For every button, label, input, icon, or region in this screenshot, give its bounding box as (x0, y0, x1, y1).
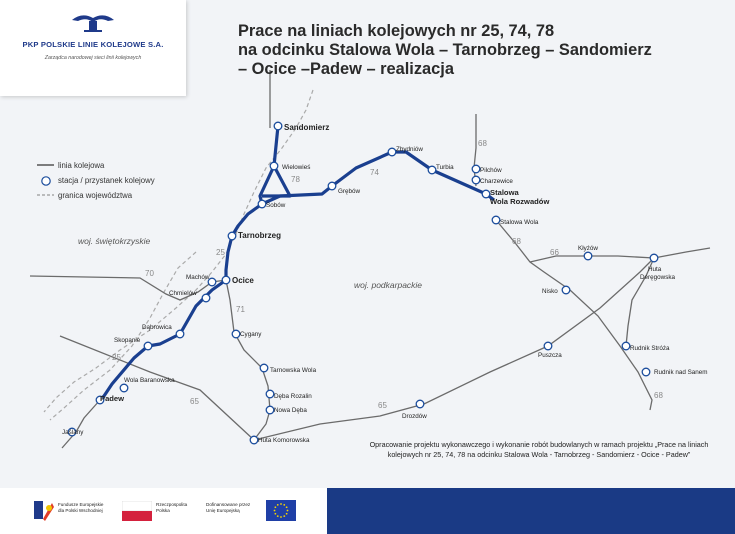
rail-lines (30, 70, 710, 448)
eu-line: Dofinansowane przez (206, 502, 251, 507)
voivodeship-border (44, 90, 313, 412)
line-number-65-west: 65 (190, 397, 199, 406)
station-label: Nisko (542, 288, 558, 295)
station-label: Nowa Dęba (274, 407, 307, 414)
eu-star (280, 503, 282, 505)
footer (0, 488, 735, 534)
station-label: Chmielów (169, 290, 197, 297)
station-marker (260, 364, 268, 372)
station-marker (222, 276, 230, 284)
line-number-74: 74 (370, 168, 379, 177)
station-marker (266, 406, 274, 414)
eu-star (287, 510, 289, 512)
station-label: Turbia (436, 164, 454, 171)
station-marker (388, 148, 396, 156)
station-label: Rudnik nad Sanem (654, 369, 708, 376)
station-label: Cygany (240, 331, 262, 338)
title-line: na odcinku Stalowa Wola – Tarnobrzeg – Sandomierz (238, 41, 652, 59)
region-label-swietokrzyskie: woj. świętokrzyskie (78, 236, 151, 246)
station-marker (482, 190, 490, 198)
station-marker (492, 216, 500, 224)
line-number-71: 71 (236, 305, 245, 314)
station-marker (584, 252, 592, 260)
station-marker (144, 342, 152, 350)
station-marker (416, 400, 424, 408)
legend-station-label: stacja / przystanek kolejowy (58, 176, 155, 185)
eu-star (274, 513, 276, 515)
station-label: Drozdów (402, 413, 427, 420)
fe-line: Fundusze Europejskie (58, 502, 104, 507)
station-label: Skopanie (114, 337, 141, 344)
page-title (238, 22, 708, 79)
station-marker (258, 200, 266, 208)
station-label: Sobów (266, 202, 286, 209)
rp-line: Polska (156, 507, 170, 513)
eu-star (286, 513, 288, 515)
eu-star (277, 504, 279, 506)
station-marker (250, 436, 258, 444)
legend-line-label: linia kolejowa (58, 161, 105, 170)
station-marker (650, 254, 658, 262)
station-label: Ocice (232, 276, 254, 285)
station-label: Padew (100, 394, 125, 403)
line-number-25-north: 25 (216, 248, 225, 257)
fe-line: dla Polski Wschodniej (58, 507, 103, 513)
polish-flag-icon (122, 501, 152, 521)
border-swatch (36, 189, 56, 201)
eu-logo-text (206, 502, 250, 514)
pkp-logo-emblem (0, 10, 186, 36)
station-label: Dąbrowica (142, 324, 172, 331)
org-name: PKP POLSKIE LINIE KOLEJOWE S.A. (22, 40, 164, 49)
station-marker (428, 166, 436, 174)
station-marker (232, 330, 240, 338)
station-marker (202, 294, 210, 302)
station-marker (544, 342, 552, 350)
station-label: Zbydniów (396, 146, 423, 153)
station-label: Huta Komorowska (258, 437, 310, 444)
station-marker-swatch (36, 174, 56, 188)
line-number-68-mid: 68 (512, 237, 521, 246)
station-marker (270, 162, 278, 170)
station-label: Machów (186, 274, 210, 281)
station-marker (642, 368, 650, 376)
station-label: Tarnowska Wola (270, 367, 317, 374)
eu-star (274, 506, 276, 508)
station-marker (562, 286, 570, 294)
station-label: Tarnobrzeg (238, 231, 281, 240)
station-label: Jaślany (62, 429, 84, 436)
line-number-78: 78 (291, 175, 300, 184)
station-marker (176, 330, 184, 338)
eu-star (283, 504, 285, 506)
station-label: Wielowieś (282, 164, 311, 171)
station-label: Grębów (338, 188, 361, 195)
station-label: Huta (648, 266, 662, 273)
station-label: Wola Rozwadów (490, 197, 550, 206)
eu-funds-logo (32, 499, 56, 521)
title-line: – Ocice –Padew – realizacja (238, 60, 454, 78)
station-label: Kłyżów (578, 245, 598, 252)
logo-card (0, 0, 186, 96)
station-label: Puszcza (538, 352, 562, 359)
eu-star (277, 515, 279, 517)
rp-line: Rzeczpospolita (156, 502, 188, 507)
footer-blue-bar (327, 488, 735, 534)
eu-star (280, 516, 282, 518)
station-marker (328, 182, 336, 190)
station-label: Sandomierz (284, 123, 330, 132)
station-label: Rudnik Stróża (630, 345, 670, 352)
station-label: Pilchów (480, 167, 502, 174)
station-label: Wola Baranowska (124, 377, 175, 384)
rail-line-swatch (36, 159, 56, 171)
line-number-68-north: 68 (478, 139, 487, 148)
title-line: Prace na liniach kolejowych nr 25, 74, 78 (238, 22, 555, 40)
project-description: Opracowanie projektu wykonawczego i wykonanie robót budowlanych w ramach projektu „Prace na liniach kolejowych nr 25, 74, 78 na odcinku Stalowa Wola - Tarnobrzeg - Sandomierz - Ocice - Padew” (369, 440, 709, 460)
station-marker (622, 342, 630, 350)
eu-flag-icon (266, 500, 296, 521)
station-label: Stalowa (490, 188, 519, 197)
fe-logo-text (58, 502, 103, 514)
station-marker (228, 232, 236, 240)
eu-star (283, 515, 285, 517)
line-number-65-east: 65 (378, 401, 387, 410)
eu-star (274, 510, 276, 512)
station-label: Charzewice (480, 178, 513, 185)
rp-logo-text (156, 502, 187, 514)
station-marker (266, 390, 274, 398)
station-label: Stalowa Wola (500, 219, 539, 226)
line-number-70: 70 (145, 269, 154, 278)
line-number-68-south: 68 (654, 391, 663, 400)
org-tagline: Zarządca narodowej sieci linii kolejowych (44, 55, 142, 61)
station-marker (120, 384, 128, 392)
station-marker (472, 176, 480, 184)
station-marker (472, 165, 480, 173)
eu-line: Unię Europejską (206, 507, 240, 513)
eu-star (286, 506, 288, 508)
station-label: Deręgowska (640, 274, 675, 281)
region-label-podkarpackie: woj. podkarpackie (354, 280, 423, 290)
legend-border-label: granica województwa (58, 191, 133, 200)
line-number-66: 66 (550, 248, 559, 257)
station-marker (274, 122, 282, 130)
station-label: Dęba Rozalin (274, 393, 312, 400)
line-number-25-south: 25 (112, 353, 121, 362)
